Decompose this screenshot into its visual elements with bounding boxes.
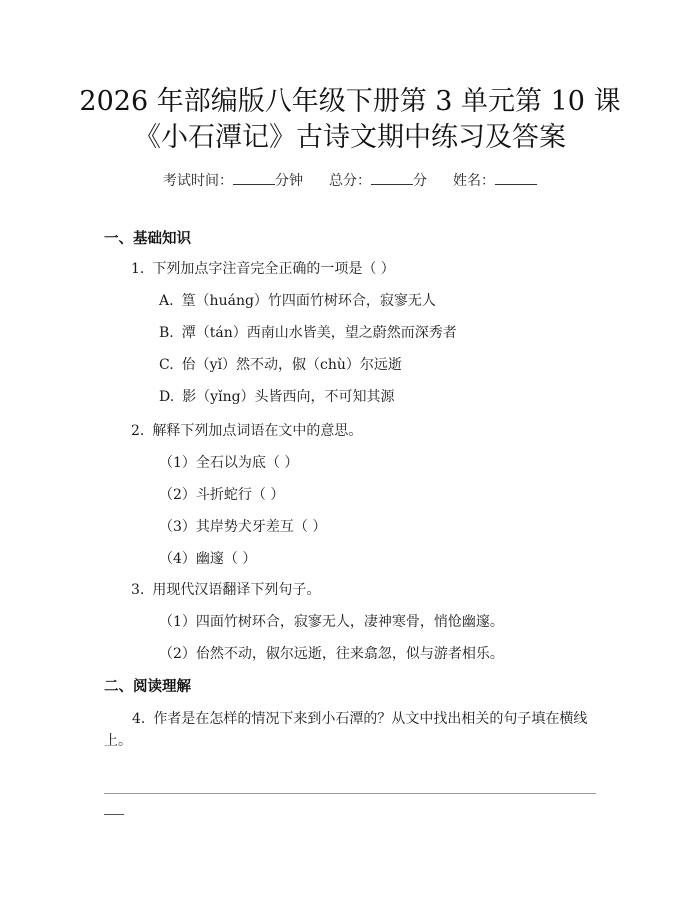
answer-line[interactable] <box>104 793 596 794</box>
sub-item: （2）佁然不动，俶尔远逝，往来翕忽，似与游者相乐。 <box>159 646 504 662</box>
page-title-line1: 2026 年部编版八年级下册第 3 单元第 10 课 <box>79 86 621 117</box>
option-letter: D. <box>159 389 175 405</box>
sub-item: （1）全石以为底（ ） <box>159 455 299 471</box>
time-unit: 分钟 <box>275 173 303 189</box>
section-heading: 二、阅读理解 <box>104 679 191 695</box>
score-blank <box>371 170 413 185</box>
sub-item: （1）四面竹树环合，寂寥无人，凄神寒骨，悄怆幽邃。 <box>159 614 504 630</box>
question-number: 2. <box>131 423 145 439</box>
option-c <box>159 355 402 375</box>
question-number: 4. <box>132 711 146 727</box>
time-blank <box>233 170 275 185</box>
option-letter: C. <box>159 357 174 373</box>
option-letter: B. <box>159 325 174 341</box>
question-number: 3. <box>131 582 145 598</box>
option-b <box>159 323 457 343</box>
question-text: 解释下列加点词语在文中的意思。 <box>152 423 363 439</box>
question-text: 下列加点字注音完全正确的一项是（ ） <box>152 261 395 277</box>
question-text: 作者是在怎样的情况下来到小石潭的？从文中找出相关的句子填在横线上。 <box>104 711 588 749</box>
answer-line-continuation[interactable] <box>104 814 124 815</box>
exam-info <box>0 170 700 191</box>
sub-item: （3）其岸势犬牙差互（ ） <box>159 519 327 535</box>
question <box>104 708 604 752</box>
option-letter: A. <box>159 293 174 309</box>
question <box>131 259 395 279</box>
question-number: 1. <box>131 261 145 277</box>
name-label: 姓名： <box>453 173 495 189</box>
score-label: 总分： <box>329 173 371 189</box>
question <box>131 580 320 600</box>
sub-item: （4）幽邃（ ） <box>159 551 257 567</box>
option-d <box>159 387 395 407</box>
question <box>131 421 362 441</box>
option-text: 佁（yǐ）然不动，俶（chù）尔远逝 <box>181 357 402 373</box>
question-text: 用现代汉语翻译下列句子。 <box>152 582 321 598</box>
sub-item: （2）斗折蛇行（ ） <box>159 487 285 503</box>
page-title-line2: 《小石潭记》古诗文期中练习及答案 <box>134 122 566 153</box>
option-a <box>159 291 436 311</box>
score-unit: 分 <box>413 173 427 189</box>
option-text: 篁（huáng）竹四面竹树环合，寂寥无人 <box>181 293 436 309</box>
option-text: 潭（tán）西南山水皆美，望之蔚然而深秀者 <box>181 325 457 341</box>
time-label: 考试时间： <box>163 173 233 189</box>
option-text: 影（yǐng）头皆西向，不可知其源 <box>182 389 395 405</box>
name-blank <box>495 170 537 185</box>
section-heading: 一、基础知识 <box>104 231 191 247</box>
